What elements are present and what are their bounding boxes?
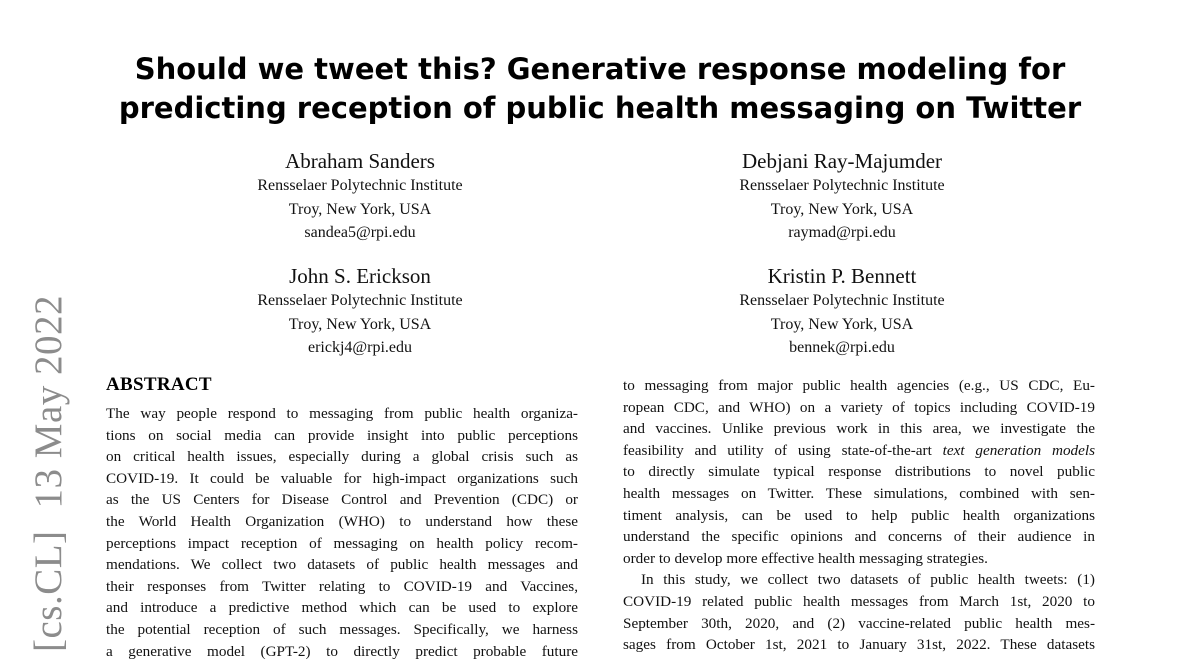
- author-block: [180, 263, 540, 360]
- arxiv-date: 13 May 2022: [27, 294, 70, 509]
- text-line: to messaging from major public health agencies (e.g., US CDC, Eu-: [623, 377, 1095, 394]
- author-email: raymad@rpi.edu: [788, 224, 896, 241]
- author-name: Kristin P. Bennett: [767, 264, 917, 288]
- text-line: a generative model (GPT-2) to directly predict probable future: [106, 642, 578, 660]
- text-line: on critical health issues, especially during a global crisis such as: [106, 448, 578, 466]
- text-line: timent analysis, can be used to help public health organizations: [623, 506, 1095, 524]
- author-name: Abraham Sanders: [285, 149, 435, 173]
- title-line-2: predicting reception of public health messaging on Twitter: [118, 91, 1082, 125]
- text-line: the World Health Organization (WHO) to understand how these: [106, 512, 578, 530]
- text-line: tions on social media can provide insight into public perceptions: [106, 426, 578, 444]
- author-affiliation: Rensselaer Polytechnic Institute: [739, 177, 945, 194]
- text-line: and vaccines. Unlike previous work in this area, we investigate the: [623, 420, 1095, 438]
- text-fragment: feasibility and utility of using state-of-the-art: [623, 441, 932, 459]
- text-line: September 30th, 2020, and (2) vaccine-related public health mes-: [623, 614, 1095, 632]
- text-line: health messages on Twitter. These simulations, combined with sen-: [623, 484, 1095, 502]
- text-line: ropean CDC, and WHO) on a variety of topics including COVID-19: [623, 398, 1095, 416]
- title-line-1: Should we tweet this? Generative response modeling for: [134, 52, 1066, 86]
- text-line: COVID-19. It could be valuable for high-impact organizations such: [106, 469, 578, 487]
- text-line: In this study, we collect two datasets of public health tweets: (1): [641, 571, 1095, 589]
- author-location: Troy, New York, USA: [288, 315, 432, 333]
- text-line: and introduce a predictive method which can be used to explore: [106, 599, 578, 617]
- text-line: COVID-19 related public health messages from March 1st, 2020 to: [623, 592, 1095, 610]
- text-line: order to develop more effective health messaging strategies.: [623, 549, 988, 567]
- arxiv-sidebar-stamp: [26, 295, 71, 652]
- author-block: [180, 148, 540, 245]
- text-line: as the US Centers for Disease Control and Prevention (CDC) or: [106, 491, 578, 509]
- text-line: mendations. We collect two datasets of public health messages and: [106, 556, 578, 574]
- author-affiliation: Rensselaer Polytechnic Institute: [257, 177, 463, 194]
- text-line: their responses from Twitter relating to COVID-19 and Vaccines,: [106, 577, 578, 595]
- text-line: sages from October 1st, 2021 to January 31st, 2022. These datasets: [623, 636, 1095, 654]
- author-affiliation: Rensselaer Polytechnic Institute: [739, 292, 945, 309]
- paper-title: [100, 50, 1100, 128]
- arxiv-category: [cs.CL]: [27, 530, 70, 652]
- author-location: Troy, New York, USA: [288, 200, 432, 218]
- abstract-heading: ABSTRACT: [106, 374, 212, 395]
- abstract-body: [106, 403, 578, 662]
- author-email: sandea5@rpi.edu: [304, 224, 416, 241]
- author-email: bennek@rpi.edu: [789, 339, 895, 356]
- text-line: The way people respond to messaging from public health organiza-: [106, 405, 578, 422]
- author-email: erickj4@rpi.edu: [307, 339, 413, 356]
- author-name: John S. Erickson: [289, 264, 431, 288]
- right-column-body: [623, 375, 1095, 656]
- text-line: understand the specific opinions and concerns of their audience in: [623, 528, 1095, 546]
- text-line: perceptions impact reception of messaging on health policy recom-: [106, 534, 578, 552]
- author-affiliation: Rensselaer Polytechnic Institute: [257, 292, 463, 309]
- text-line: to directly simulate typical response distributions to novel public: [623, 463, 1095, 481]
- text-line: the potential reception of such messages. Specifically, we harness: [106, 620, 578, 638]
- author-location: Troy, New York, USA: [770, 315, 914, 333]
- author-block: [662, 148, 1022, 245]
- author-block: [662, 263, 1022, 360]
- text-line-with-emphasis: [623, 440, 1095, 462]
- author-location: Troy, New York, USA: [770, 200, 914, 218]
- emphasis-text: text generation models: [942, 441, 1095, 459]
- author-name: Debjani Ray-Majumder: [741, 149, 943, 173]
